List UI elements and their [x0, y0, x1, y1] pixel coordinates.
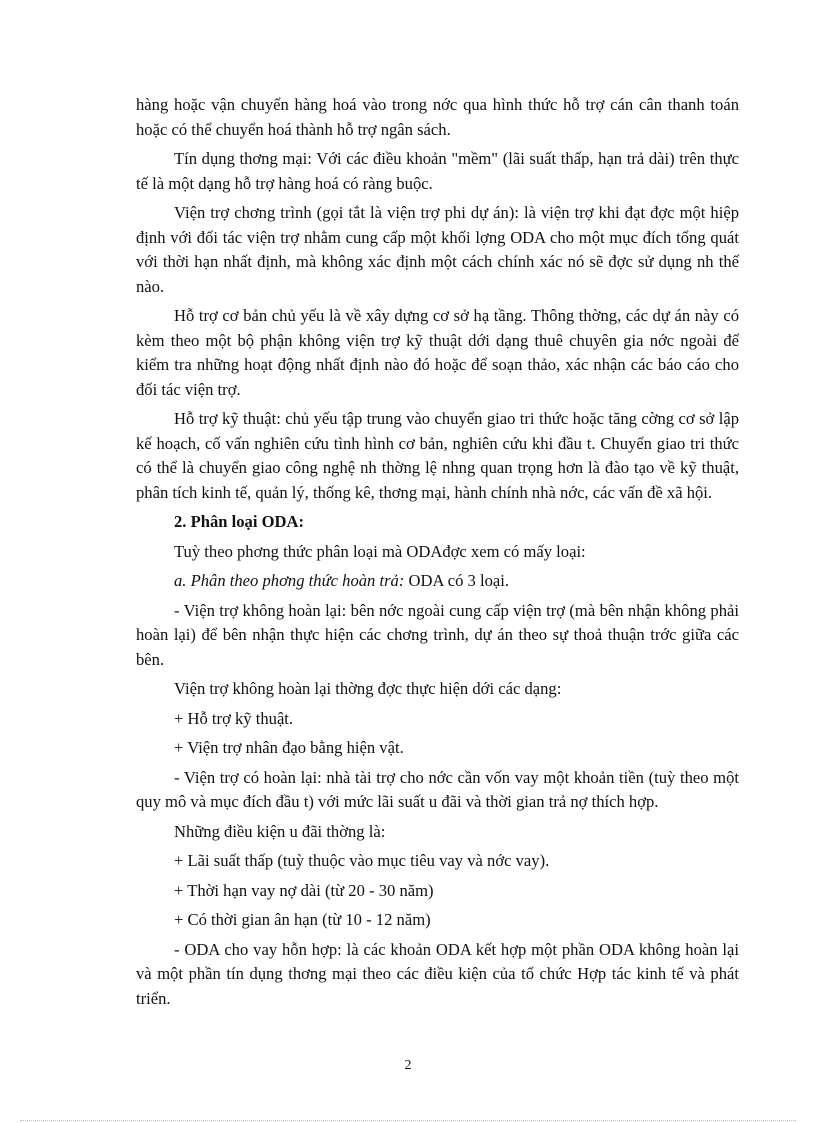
list-item-grace-period: + Có thời gian ân hạn (từ 10 - 12 năm)	[174, 910, 431, 929]
paragraph-mixed-loan: - ODA cho vay hỗn hợp: là các khoản ODA kết hợp một phần ODA không hoàn lại và một phần tín dụng thơng mại theo các điều kiện của tổ chức Hợp tác kinh tế và phát triển.	[136, 939, 739, 1008]
paragraph-preferential-conditions: Những điều kiện u đãi thờng là:	[174, 821, 386, 841]
page-bottom-edge	[20, 1120, 796, 1121]
paragraph-commercial-credit: Tín dụng thơng mại: Với các điều khoản "mềm" (lãi suất thấp, hạn trả dài) trên thực tế là một dạng hỗ trợ hàng hoá có ràng buộc.	[136, 149, 739, 193]
paragraph-grant-forms: Viện trợ không hoàn lại thờng đợc thực hiện dới các dạng:	[174, 679, 562, 698]
subheading-repayment	[136, 569, 739, 594]
section-heading: 2. Phân loại ODA:	[174, 512, 304, 531]
list-item-technical: + Hỗ trợ kỹ thuật.	[174, 708, 294, 728]
subheading-italic: a. Phân theo phơng thức hoàn trả:	[174, 571, 405, 590]
paragraph-technical-support: Hỗ trợ kỹ thuật: chủ yếu tập trung vào chuyển giao tri thức hoặc tăng cờng cơ sở lập kế hoạch, cố vấn nghiên cứu tình hình cơ bản, nghiên cứu khi đầu t. Chuyển giao tri thức có thể là chuyển giao công nghệ nh thờng lệ nhng quan trọng hơn là đào tạo về kỹ thuật, phân tích kinh tế, quản lý, thống kê, thơng mại, hành chính nhà nớc, các vấn đề xã hội.	[136, 409, 739, 502]
list-item-low-interest: + Lãi suất thấp (tuỳ thuộc vào mục tiêu vay và nớc vay).	[174, 851, 550, 870]
paragraph-program-aid: Viện trợ chơng trình (gọi tắt là viện trợ phi dự án): là viện trợ khi đạt đợc một hiệp định với đối tác viện trợ nhằm cung cấp một khối lợng ODA cho một mục đích tổng quát với thời hạn nhất định, mà không xác định một cách chính xác nó sẽ đợc sử dụng nh thế nào.	[136, 203, 739, 296]
subheading-rest: ODA có 3 loại.	[404, 571, 510, 590]
paragraph-loan-aid: - Viện trợ có hoàn lại: nhà tài trợ cho nớc cần vốn vay một khoản tiền (tuỳ theo một quy mô và mục đích đầu t) với mức lãi suất u đãi và thời gian trả nợ thích hợp.	[136, 767, 739, 811]
paragraph-classification-intro: Tuỳ theo phơng thức phân loại mà ODAđợc xem có mấy loại:	[174, 541, 586, 561]
paragraph-basic-support: Hỗ trợ cơ bản chủ yếu là về xây dựng cơ sở hạ tầng. Thông thờng, các dự án này có kèm theo một bộ phận không viện trợ kỹ thuật dới dạng thuê chuyên gia nớc ngoài để kiểm tra những hoạt động nhất định nào đó hoặc để soạn thảo, xác nhận các báo cáo cho đối tác viện trợ.	[136, 306, 739, 399]
paragraph-grant-aid: - Viện trợ không hoàn lại: bên nớc ngoài cung cấp viện trợ (mà bên nhận không phải hoàn lại) để bên nhận thực hiện các chơng trình, dự án theo sự thoả thuận trớc giữa các bên.	[136, 600, 739, 669]
document-body	[136, 93, 739, 1016]
list-item-long-term: + Thời hạn vay nợ dài (từ 20 - 30 năm)	[174, 880, 434, 900]
paragraph-commodity-aid: hàng hoặc vận chuyển hàng hoá vào trong nớc qua hình thức hỗ trợ cán cân thanh toán hoặc có thể chuyển hoá thành hỗ trợ ngân sách.	[136, 95, 739, 139]
page-number: 2	[404, 1058, 412, 1073]
list-item-humanitarian: + Viện trợ nhân đạo bằng hiện vật.	[174, 738, 404, 757]
